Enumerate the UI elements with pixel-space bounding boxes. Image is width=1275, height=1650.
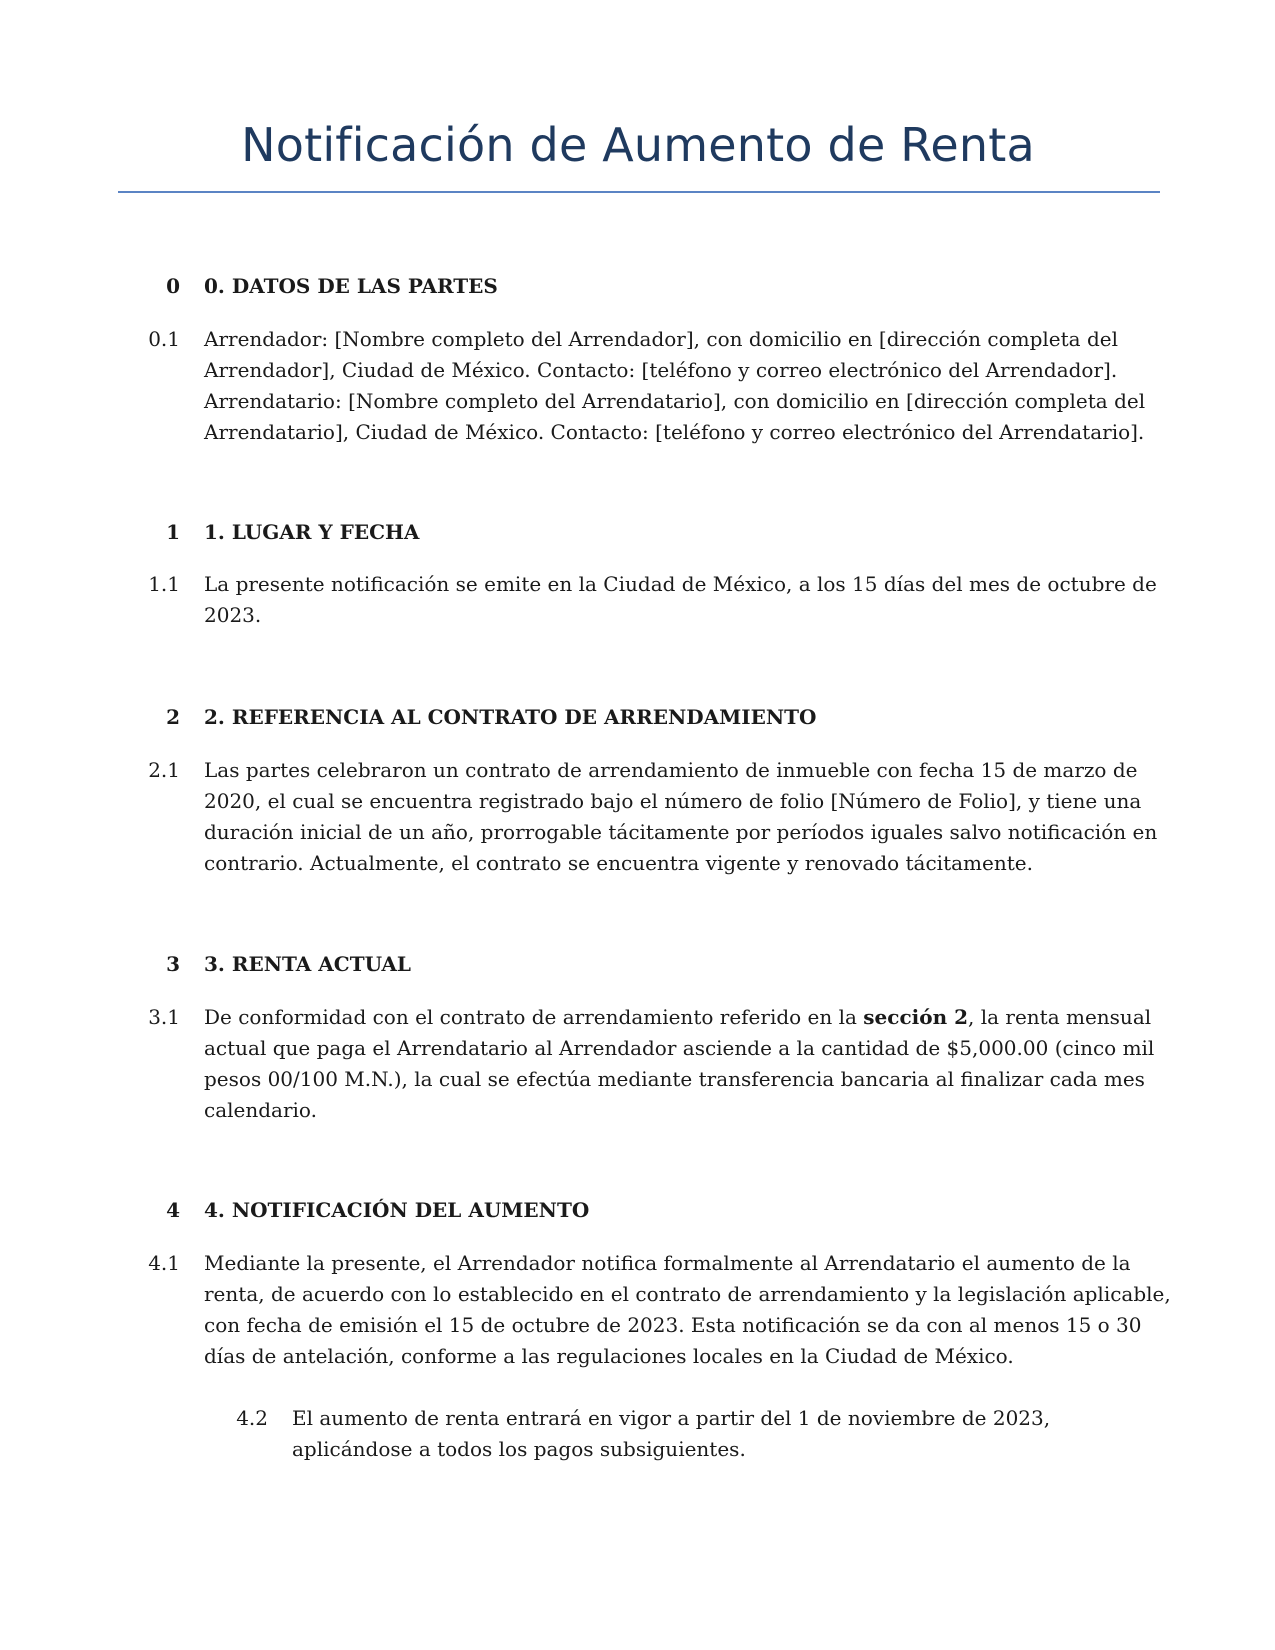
paragraph-line: con fecha de emisión el 15 de octubre de 2023. Esta notificación se da con al menos 15 o 30 <box>204 1313 1142 1337</box>
paragraph-line: días de antelación, conforme a las regulaciones locales en la Ciudad de México. <box>204 1344 1014 1368</box>
paragraph-line: duración inicial de un año, prorrogable tácitamente por períodos iguales salvo notificación en <box>204 820 1158 844</box>
paragraph-line: Mediante la presente, el Arrendador notifica formalmente al Arrendatario el aumento de la <box>204 1251 1131 1275</box>
paragraph-line: 2023. <box>204 603 262 627</box>
paragraph-line: 2020, el cual se encuentra registrado bajo el número de folio [Número de Folio], y tiene una <box>204 789 1142 813</box>
section-title: 0. DATOS DE LAS PARTES <box>204 274 498 298</box>
paragraph-number: 3.1 <box>148 1005 180 1029</box>
paragraph-line: pesos 00/100 M.N.), la cual se efectúa mediante transferencia bancaria al finalizar cada mes <box>204 1067 1145 1091</box>
paragraph-line <box>204 1002 1204 1033</box>
title-underline <box>118 191 1160 193</box>
section-reference: sección 2 <box>863 1005 968 1029</box>
paragraph-line: El aumento de renta entrará en vigor a partir del 1 de noviembre de 2023, <box>292 1406 1051 1430</box>
paragraph-number: 0.1 <box>148 327 180 351</box>
section-number: 1 <box>166 520 180 544</box>
paragraph-number: 1.1 <box>148 572 180 596</box>
paragraph-line: aplicándose a todos los pagos subsiguientes. <box>292 1437 746 1461</box>
paragraph-line: Arrendatario: [Nombre completo del Arrendatario], con domicilio en [dirección completa del <box>204 389 1146 413</box>
paragraph-line: calendario. <box>204 1098 317 1122</box>
paragraph-number: 4.1 <box>148 1251 180 1275</box>
paragraph-number: 4.2 <box>236 1406 268 1430</box>
section-title: 2. REFERENCIA AL CONTRATO DE ARRENDAMIENTO <box>204 705 817 729</box>
section-number: 3 <box>166 952 180 976</box>
paragraph-line: contrario. Actualmente, el contrato se encuentra vigente y renovado tácitamente. <box>204 851 1033 875</box>
paragraph-line: Las partes celebraron un contrato de arrendamiento de inmueble con fecha 15 de marzo de <box>204 758 1138 782</box>
section-number: 0 <box>166 274 180 298</box>
paragraph-line: renta, de acuerdo con lo establecido en el contrato de arrendamiento y la legislación aplicable, <box>204 1282 1171 1306</box>
paragraph-line: actual que paga el Arrendatario al Arrendador asciende a la cantidad de $5,000.00 (cinco mil <box>204 1036 1155 1060</box>
paragraph-line: La presente notificación se emite en la Ciudad de México, a los 15 días del mes de octubre de <box>204 572 1157 596</box>
document-title: Notificación de Aumento de Renta <box>241 118 1035 172</box>
section-title: 1. LUGAR Y FECHA <box>204 520 420 544</box>
section-title: 4. NOTIFICACIÓN DEL AUMENTO <box>204 1198 590 1222</box>
paragraph-line: Arrendador: [Nombre completo del Arrendador], con domicilio en [dirección completa del <box>204 327 1118 351</box>
section-title: 3. RENTA ACTUAL <box>204 952 411 976</box>
paragraph-line: Arrendador], Ciudad de México. Contacto: [teléfono y correo electrónico del Arrendador]. <box>204 358 1118 382</box>
paragraph-text: De conformidad con el contrato de arrendamiento referido en la <box>204 1005 864 1029</box>
section-number: 4 <box>166 1198 180 1222</box>
section-number: 2 <box>166 705 180 729</box>
paragraph-number: 2.1 <box>148 758 180 782</box>
paragraph-line: Arrendatario], Ciudad de México. Contacto: [teléfono y correo electrónico del Arrendatario]. <box>204 420 1145 444</box>
paragraph-text: , la renta mensual <box>968 1005 1152 1029</box>
